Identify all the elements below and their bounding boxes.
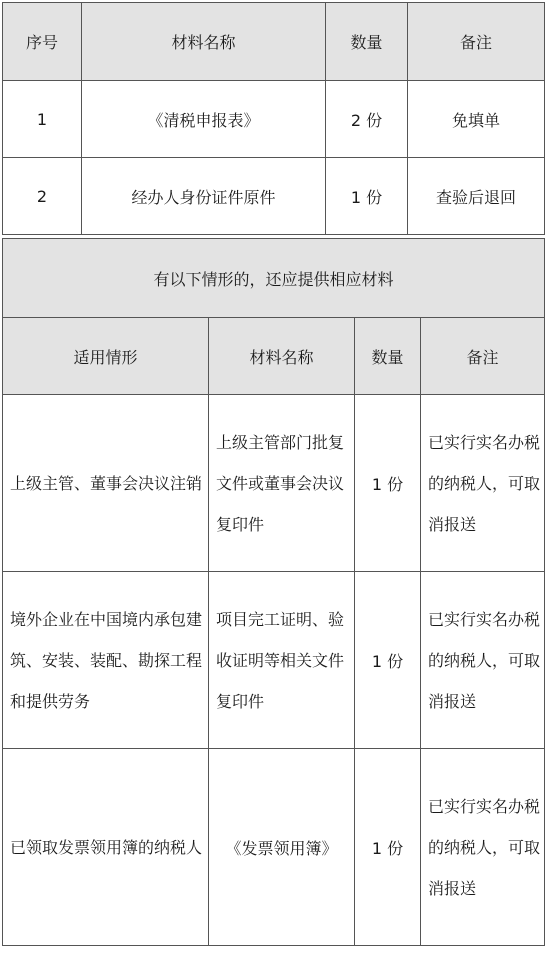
cell-remarks: 已实行实名办税的纳税人，可取消报送 (421, 572, 545, 749)
cell-quantity: 1 份 (326, 158, 408, 235)
cell-remarks: 免填单 (408, 81, 545, 158)
header-remarks: 备注 (421, 318, 545, 395)
cell-serial: 2 (3, 158, 82, 235)
cell-applicable-situation: 境外企业在中国境内承包建筑、安装、装配、勘探工程和提供劳务 (3, 572, 209, 749)
table-row (3, 81, 545, 158)
cell-remarks: 已实行实名办税的纳税人，可取消报送 (421, 749, 545, 946)
header-material-name: 材料名称 (209, 318, 355, 395)
cell-applicable-situation: 上级主管、董事会决议注销 (3, 395, 209, 572)
cell-quantity: 2 份 (326, 81, 408, 158)
header-material-name: 材料名称 (82, 3, 326, 81)
table-banner-row (3, 239, 545, 318)
cell-material-name: 经办人身份证件原件 (82, 158, 326, 235)
header-remarks: 备注 (408, 3, 545, 81)
required-materials-table (2, 2, 545, 235)
cell-quantity: 1 份 (355, 749, 421, 946)
table-row (3, 749, 545, 946)
cell-quantity: 1 份 (355, 572, 421, 749)
cell-material-name: 项目完工证明、验收证明等相关文件复印件 (209, 572, 355, 749)
table-header-row (3, 318, 545, 395)
table-row (3, 572, 545, 749)
cell-applicable-situation: 已领取发票领用簿的纳税人 (3, 749, 209, 946)
cell-remarks: 查验后退回 (408, 158, 545, 235)
additional-materials-table (2, 238, 545, 946)
header-quantity: 数量 (355, 318, 421, 395)
header-serial: 序号 (3, 3, 82, 81)
table-row (3, 395, 545, 572)
table-row (3, 158, 545, 235)
cell-remarks: 已实行实名办税的纳税人，可取消报送 (421, 395, 545, 572)
table-header-row (3, 3, 545, 81)
cell-serial: 1 (3, 81, 82, 158)
header-applicable-situation: 适用情形 (3, 318, 209, 395)
cell-material-name: 《发票领用簿》 (209, 749, 355, 946)
table-banner: 有以下情形的，还应提供相应材料 (3, 239, 545, 318)
cell-quantity: 1 份 (355, 395, 421, 572)
header-quantity: 数量 (326, 3, 408, 81)
cell-material-name: 《清税申报表》 (82, 81, 326, 158)
cell-material-name: 上级主管部门批复文件或董事会决议复印件 (209, 395, 355, 572)
